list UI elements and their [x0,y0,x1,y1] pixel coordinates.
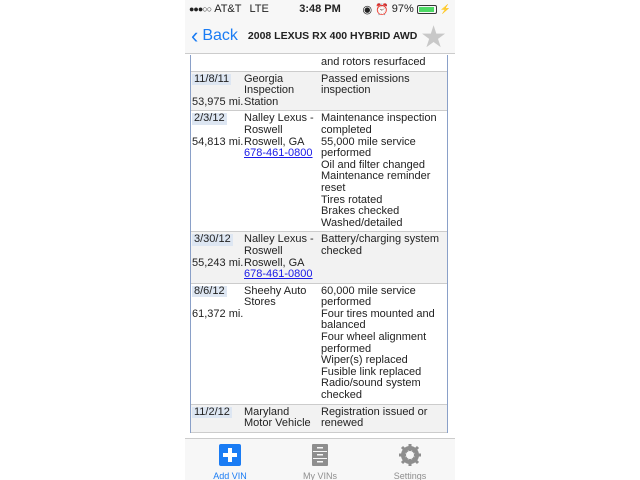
rotation-lock-icon: ◉ [362,3,373,16]
phone-link[interactable]: 678-461-0800 [244,147,313,160]
detail-line: renewed [321,417,364,430]
plus-icon [219,444,241,471]
detail-line: 60,000 mile service [321,284,416,297]
location-line: Nalley Lexus - [244,112,314,125]
battery-percent: 97% [391,3,414,15]
back-button[interactable] [185,22,238,48]
mileage: 53,975 mi. [192,95,244,108]
table-row-partial [191,55,447,72]
mileage: 55,243 mi. [192,256,244,269]
detail-line: Maintenance reminder [321,170,431,183]
service-date: 3/30/12 [194,233,231,246]
navigation-bar [185,18,455,54]
detail-line: Wiper(s) replaced [321,354,408,367]
phone-screen [185,0,455,480]
location-line: Maryland [244,405,290,418]
table-row [191,232,447,283]
battery-icon [417,5,437,14]
tab-label: My VINs [302,471,337,480]
mileage: 61,372 mi. [192,307,244,320]
history-table[interactable] [190,55,448,433]
chevron-left-icon: ‹ [191,22,199,48]
detail-line: Four tires mounted and [321,307,435,320]
table-row [191,405,447,433]
detail-line: Brakes checked [321,205,400,218]
detail-line: inspection [321,84,371,97]
location-line: Nalley Lexus - [244,233,314,246]
location-line: Inspection [244,84,295,97]
network: LTE [249,3,269,15]
alarm-icon: ⏰ [375,3,389,16]
detail-line: Oil and filter changed [321,158,425,171]
service-date: 11/8/11 [194,72,230,85]
detail-line: checked [321,389,362,402]
favorite-star-icon[interactable]: ★ [420,21,447,54]
tab-label: Settings [393,471,427,480]
detail-line: checked [321,244,362,257]
detail-line: Maintenance inspection [321,112,437,125]
detail-line: and rotors resurfaced [321,56,426,68]
detail-line: Washed/detailed [321,216,403,229]
table-row [191,72,447,112]
phone-link[interactable]: 678-461-0800 [244,268,313,281]
detail-line: Radio/sound system [321,377,421,390]
detail-line: reset [321,181,346,194]
location-line: Sheehy Auto [244,284,307,297]
tab-my-vins[interactable] [275,439,365,480]
detail-line: Fusible link replaced [321,365,422,378]
charging-icon: ⚡ [439,3,451,14]
cabinet-icon [309,444,331,471]
location-line: Georgia [244,72,284,85]
page-title: 2008 LEXUS RX 400 HYBRID AWD [247,29,418,42]
service-date: 8/6/12 [194,284,225,297]
detail-line: Registration issued or [321,405,428,418]
detail-line: performed [321,296,372,309]
table-row [191,111,447,232]
carrier: AT&T [214,3,242,15]
detail-line: Passed emissions [321,72,410,85]
gear-icon [399,444,421,471]
detail-line: balanced [321,319,366,332]
detail-line: Battery/charging system [321,233,439,246]
clock: 3:48 PM [299,3,341,15]
location-line: Roswell [244,244,283,257]
detail-line: completed [321,123,372,136]
location-line: Station [244,95,279,108]
detail-line: performed [321,147,372,160]
detail-line: Four wheel alignment [321,331,427,344]
location-line: Roswell [244,123,283,136]
location-line: Stores [244,296,276,309]
status-bar [185,0,455,18]
tab-label: Add VIN [213,471,247,480]
location-line: Roswell, GA [244,135,305,148]
mileage: 54,813 mi. [192,135,244,148]
tab-add-vin[interactable] [185,439,275,480]
tab-settings[interactable] [365,439,455,480]
location-line: Roswell, GA [244,256,305,269]
back-label: Back [202,26,238,44]
detail-line: 55,000 mile service [321,135,416,148]
table-row [191,284,447,405]
service-date: 11/2/12 [194,405,230,418]
detail-line: Tires rotated [321,193,383,206]
tab-bar [185,438,455,480]
location-line: Motor Vehicle [244,417,311,430]
detail-line: performed [321,342,372,355]
signal-icon: ●●●○○ [189,4,212,14]
service-date: 2/3/12 [194,112,225,125]
